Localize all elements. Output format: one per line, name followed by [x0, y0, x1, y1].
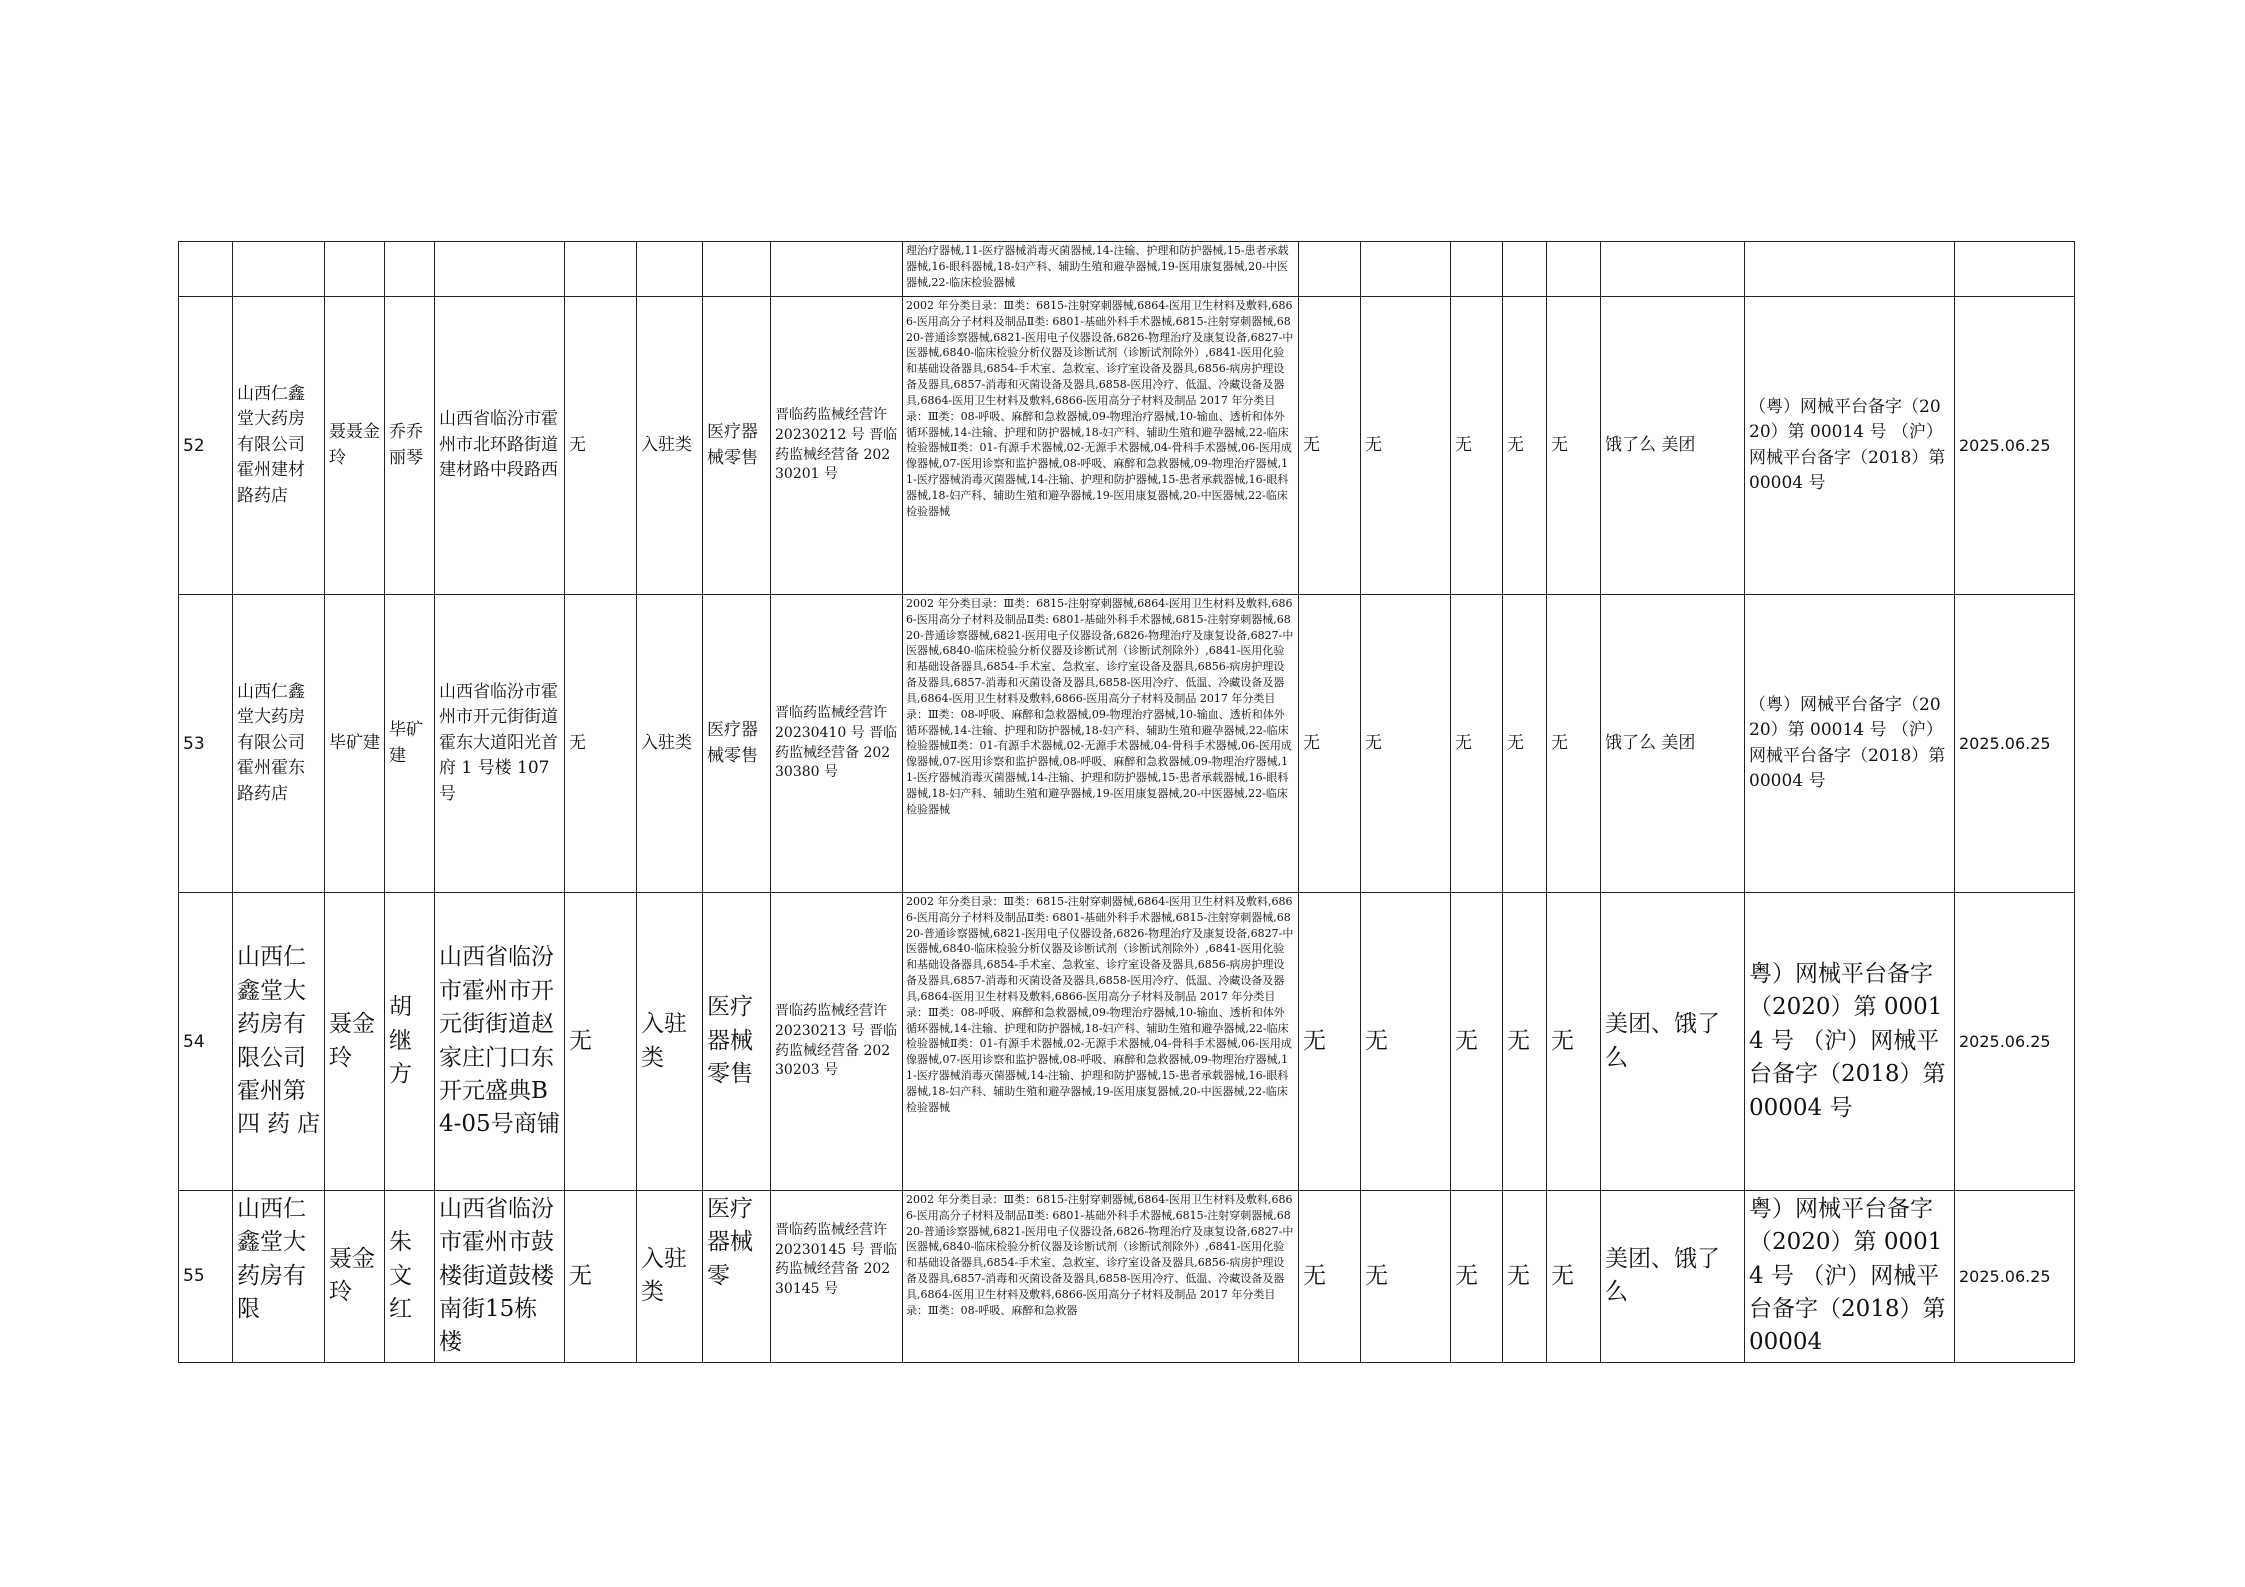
field-3: 无	[1451, 297, 1503, 595]
field-3: 无	[1451, 893, 1503, 1191]
quality-manager: 胡继方	[385, 893, 435, 1191]
legal-representative: 聂聂金玲	[325, 297, 385, 595]
business-address: 山西省临汾市霍州市开元街街道赵家庄门口东开元盛典B4-05号商铺	[435, 893, 565, 1191]
company-name: 山西仁鑫堂大药房有限	[233, 1191, 325, 1363]
company-name: 山西仁鑫堂大药房有限公司霍州建材路药店	[233, 297, 325, 595]
registry-table	[178, 241, 2075, 1363]
field-4: 无	[1503, 297, 1547, 595]
field-1: 无	[1299, 1191, 1361, 1363]
field-3: 无	[1451, 1191, 1503, 1363]
legal-representative: 聂金玲	[325, 893, 385, 1191]
row-number: 55	[179, 1191, 233, 1363]
warehouse-address: 无	[565, 893, 637, 1191]
field-1: 无	[1299, 893, 1361, 1191]
platform-category: 入驻类	[637, 297, 703, 595]
platform-record-number: （粤）网械平台备字（2020）第 00014 号 （沪）网械平台备字（2018）第 00004 号	[1745, 297, 1955, 595]
field-4: 无	[1503, 1191, 1547, 1363]
row-number: 53	[179, 595, 233, 893]
platform-names: 美团、饿了么	[1601, 1191, 1745, 1363]
field-4: 无	[1503, 595, 1547, 893]
quality-manager: 朱文红	[385, 1191, 435, 1363]
business-scope: 2002 年分类目录：Ⅲ类：6815-注射穿刺器械,6864-医用卫生材料及敷料,6866-医用高分子材料及制品Ⅱ类: 6801-基础外科手术器械,6815-注射穿刺器械,6820-普通诊察器械,6821-医用电子仪器设备,6826-物理治疗及康复设备,6827-中医器械,6840-临床检验分析仪器及诊断试剂（诊断试剂除外）,6841-医用化验和基础设备器具,6854-手术室、急救室、诊疗室设备及器具,6856-病房护理设备及器具,6857-消毒和灭菌设备及器具,6858-医用冷疗、低温、冷藏设备及器具,6864-医用卫生材料及敷料,6866-医用高分子材料及制品 2017 年分类目录：Ⅲ类：08-呼吸、麻醉和急救器械,09-物理治疗器械,10-输血、透析和体外循环器械,14-注输、护理和防护器械,18-妇产科、辅助生殖和避孕器械,22-临床检验器械Ⅱ类：01-有源手术器械,02-无源手术器械,04-骨科手术器械,06-医用成像器械,07-医用诊察和监护器械,08-呼吸、麻醉和急救器械,09-物理治疗器械,11-医疗器械消毒灭菌器械,14-注输、护理和防护器械,15-患者承载器械,16-眼科器械,18-妇产科、辅助生殖和避孕器械,19-医用康复器械,20-中医器械,22-临床检验器械	[903, 297, 1299, 595]
field-1: 无	[1299, 595, 1361, 893]
warehouse-address: 无	[565, 595, 637, 893]
platform-names: 美团、饿了么	[1601, 893, 1745, 1191]
platform-names: 饿了么 美团	[1601, 297, 1745, 595]
business-mode: 医疗器械零售	[703, 595, 771, 893]
platform-names: 饿了么 美团	[1601, 595, 1745, 893]
business-mode: 医疗器械零	[703, 1191, 771, 1363]
business-address: 山西省临汾市霍州市北环路街道建材路中段路西	[435, 297, 565, 595]
legal-representative: 毕矿建	[325, 595, 385, 893]
business-mode: 医疗器械零售	[703, 893, 771, 1191]
platform-record-number: 粤）网械平台备字（2020）第 00014 号 （沪）网械平台备字（2018）第 00004 号	[1745, 893, 1955, 1191]
field-4: 无	[1503, 893, 1547, 1191]
business-scope: 2002 年分类目录：Ⅲ类：6815-注射穿刺器械,6864-医用卫生材料及敷料,6866-医用高分子材料及制品Ⅱ类: 6801-基础外科手术器械,6815-注射穿刺器械,6820-普通诊察器械,6821-医用电子仪器设备,6826-物理治疗及康复设备,6827-中医器械,6840-临床检验分析仪器及诊断试剂（诊断试剂除外）,6841-医用化验和基础设备器具,6854-手术室、急救室、诊疗室设备及器具,6856-病房护理设备及器具,6857-消毒和灭菌设备及器具,6858-医用冷疗、低温、冷藏设备及器具,6864-医用卫生材料及敷料,6866-医用高分子材料及制品 2017 年分类目录：Ⅲ类：08-呼吸、麻醉和急救器械,09-物理治疗器械,10-输血、透析和体外循环器械,14-注输、护理和防护器械,18-妇产科、辅助生殖和避孕器械,22-临床检验器械Ⅱ类：01-有源手术器械,02-无源手术器械,04-骨科手术器械,06-医用成像器械,07-医用诊察和监护器械,08-呼吸、麻醉和急救器械,09-物理治疗器械,11-医疗器械消毒灭菌器械,14-注输、护理和防护器械,15-患者承载器械,16-眼科器械,18-妇产科、辅助生殖和避孕器械,19-医用康复器械,20-中医器械,22-临床检验器械	[903, 595, 1299, 893]
row-number: 52	[179, 297, 233, 595]
field-2: 无	[1361, 1191, 1451, 1363]
table-row	[179, 595, 2075, 893]
platform-category: 入驻类	[637, 1191, 703, 1363]
warehouse-address: 无	[565, 297, 637, 595]
field-5: 无	[1547, 595, 1601, 893]
legal-representative: 聂金玲	[325, 1191, 385, 1363]
record-date: 2025.06.25	[1955, 893, 2075, 1191]
table-row	[179, 297, 2075, 595]
field-5: 无	[1547, 1191, 1601, 1363]
record-date: 2025.06.25	[1955, 297, 2075, 595]
business-mode: 医疗器械零售	[703, 297, 771, 595]
business-scope: 2002 年分类目录：Ⅲ类：6815-注射穿刺器械,6864-医用卫生材料及敷料,6866-医用高分子材料及制品Ⅱ类: 6801-基础外科手术器械,6815-注射穿刺器械,6820-普通诊察器械,6821-医用电子仪器设备,6826-物理治疗及康复设备,6827-中医器械,6840-临床检验分析仪器及诊断试剂（诊断试剂除外）,6841-医用化验和基础设备器具,6854-手术室、急救室、诊疗室设备及器具,6856-病房护理设备及器具,6857-消毒和灭菌设备及器具,6858-医用冷疗、低温、冷藏设备及器具,6864-医用卫生材料及敷料,6866-医用高分子材料及制品 2017 年分类目录：Ⅲ类：08-呼吸、麻醉和急救器	[903, 1191, 1299, 1363]
table-row	[179, 1191, 2075, 1363]
platform-category: 入驻类	[637, 595, 703, 893]
record-date: 2025.06.25	[1955, 1191, 2075, 1363]
field-1: 无	[1299, 297, 1361, 595]
field-5: 无	[1547, 893, 1601, 1191]
row-number: 54	[179, 893, 233, 1191]
platform-record-number: （粤）网械平台备字（2020）第 00014 号 （沪）网械平台备字（2018）第 00004 号	[1745, 595, 1955, 893]
business-scope: 2002 年分类目录：Ⅲ类：6815-注射穿刺器械,6864-医用卫生材料及敷料,6866-医用高分子材料及制品Ⅱ类: 6801-基础外科手术器械,6815-注射穿刺器械,6820-普通诊察器械,6821-医用电子仪器设备,6826-物理治疗及康复设备,6827-中医器械,6840-临床检验分析仪器及诊断试剂（诊断试剂除外）,6841-医用化验和基础设备器具,6854-手术室、急救室、诊疗室设备及器具,6856-病房护理设备及器具,6857-消毒和灭菌设备及器具,6858-医用冷疗、低温、冷藏设备及器具,6864-医用卫生材料及敷料,6866-医用高分子材料及制品 2017 年分类目录：Ⅲ类：08-呼吸、麻醉和急救器械,09-物理治疗器械,10-输血、透析和体外循环器械,14-注输、护理和防护器械,18-妇产科、辅助生殖和避孕器械,22-临床检验器械Ⅱ类：01-有源手术器械,02-无源手术器械,04-骨科手术器械,06-医用成像器械,07-医用诊察和监护器械,08-呼吸、麻醉和急救器械,09-物理治疗器械,11-医疗器械消毒灭菌器械,14-注输、护理和防护器械,15-患者承载器械,16-眼科器械,18-妇产科、辅助生殖和避孕器械,19-医用康复器械,20-中医器械,22-临床检验器械	[903, 893, 1299, 1191]
record-date: 2025.06.25	[1955, 595, 2075, 893]
business-scope-fragment: 理治疗器械,11-医疗器械消毒灭菌器械,14-注输、护理和防护器械,15-患者承载器械,16-眼科器械,18-妇产科、辅助生殖和避孕器械,19-医用康复器械,20-中医器械,22-临床检验器械	[903, 242, 1299, 297]
license-number: 晋临药监械经营许 20230145 号 晋临药监械经营备 20230145 号	[771, 1191, 903, 1363]
business-address: 山西省临汾市霍州市开元街街道霍东大道阳光首府 1 号楼 107 号	[435, 595, 565, 893]
field-3: 无	[1451, 595, 1503, 893]
platform-record-number: 粤）网械平台备字（2020）第 00014 号 （沪）网械平台备字（2018）第 00004	[1745, 1191, 1955, 1363]
company-name: 山西仁鑫堂大药房有限公司霍州第四药店	[233, 893, 325, 1191]
table-row	[179, 893, 2075, 1191]
field-2: 无	[1361, 297, 1451, 595]
quality-manager: 乔乔丽琴	[385, 297, 435, 595]
field-5: 无	[1547, 297, 1601, 595]
license-number: 晋临药监械经营许 20230212 号 晋临药监械经营备 20230201 号	[771, 297, 903, 595]
company-name: 山西仁鑫堂大药房有限公司霍州霍东路药店	[233, 595, 325, 893]
field-2: 无	[1361, 893, 1451, 1191]
field-2: 无	[1361, 595, 1451, 893]
platform-category: 入驻类	[637, 893, 703, 1191]
license-number: 晋临药监械经营许 20230410 号 晋临药监械经营备 20230380 号	[771, 595, 903, 893]
warehouse-address: 无	[565, 1191, 637, 1363]
license-number: 晋临药监械经营许 20230213 号 晋临药监械经营备 20230203 号	[771, 893, 903, 1191]
business-address: 山西省临汾市霍州市鼓楼街道鼓楼南街15栋楼	[435, 1191, 565, 1363]
table-row-fragment	[179, 242, 2075, 297]
quality-manager: 毕矿建	[385, 595, 435, 893]
